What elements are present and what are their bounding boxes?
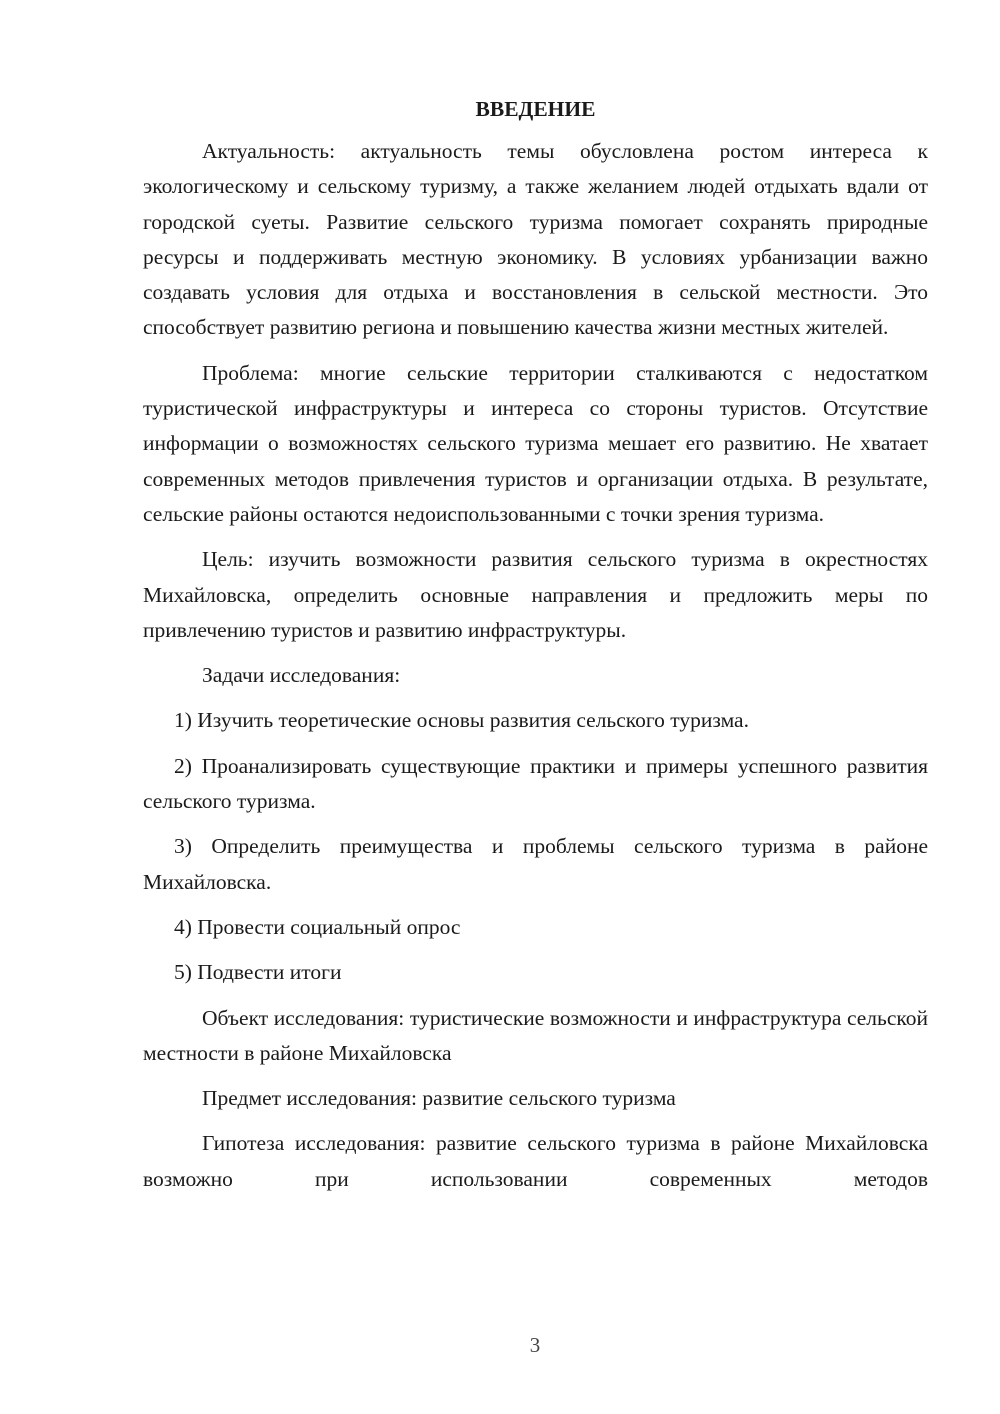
object-paragraph: Объект исследования: туристические возможности и инфраструктура сельской местности в районе Михайловска <box>143 1005 928 1065</box>
problem-paragraph: Проблема: многие сельские территории сталкиваются с недостатком туристической инфраструктуры и интереса со стороны туристов. Отсутствие информации о возможностях сельского туризма мешает его развитию. Не хватает современных методов привлечения туристов и организации отдыха. В результате, сельские районы остаются недоиспользованными с точки зрения туризма. <box>143 360 928 526</box>
hypothesis-paragraph: Гипотеза исследования: развитие сельского туризма в районе Михайловска возможно при использовании современных методов <box>143 1131 928 1191</box>
subject-paragraph: Предмет исследования: развитие сельского туризма <box>202 1086 676 1111</box>
goal-paragraph: Цель: изучить возможности развития сельского туризма в окрестностях Михайловска, определить основные направления и предложить меры по привлечению туристов и развитию инфраструктуры. <box>143 547 928 642</box>
relevance-paragraph: Актуальность: актуальность темы обусловлена ростом интереса к экологическому и сельскому туризму, а также желанием людей отдыхать вдали от городской суеты. Развитие сельского туризма помогает сохранять природные ресурсы и поддерживать местную экономику. В условиях урбанизации важно создавать условия для отдыха и восстановления в сельской местности. Это способствует развитию региона и повышению качества жизни местных жителей. <box>143 139 928 340</box>
task-item-3: 3) Определить преимущества и проблемы сельского туризма в районе Михайловска. <box>143 834 928 894</box>
section-title: ВВЕДЕНИЕ <box>475 97 596 121</box>
page-number: 3 <box>529 1333 541 1357</box>
task-item-4: 4) Провести социальный опрос <box>174 914 461 939</box>
task-item-1: 1) Изучить теоретические основы развития сельского туризма. <box>174 708 749 733</box>
task-item-2: 2) Проанализировать существующие практики и примеры успешного развития сельского туризма. <box>143 753 928 814</box>
document-page <box>143 92 928 1207</box>
task-item-5: 5) Подвести итоги <box>174 960 342 985</box>
tasks-heading: Задачи исследования: <box>202 663 401 688</box>
